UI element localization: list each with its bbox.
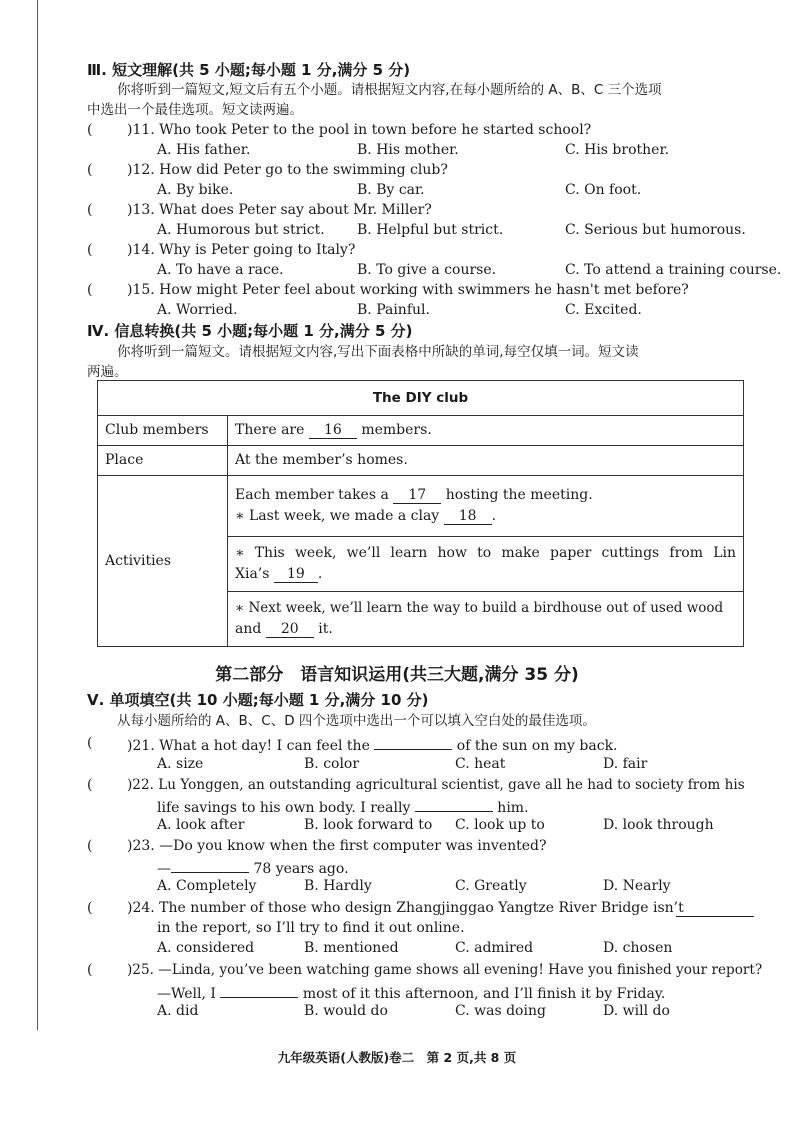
answer-paren-15[interactable]: (	[87, 282, 93, 298]
q21-text-post: of the sun on my back.	[456, 738, 618, 754]
question-stem-12: )12. How did Peter go to the swimming club?	[127, 162, 448, 178]
question-stem-22-line-2	[157, 796, 529, 817]
part-2-title: 第二部分 语言知识运用(共三大题,满分 35 分)	[215, 665, 579, 685]
option-a-11: A. His father.	[157, 142, 251, 158]
activity-3-line-1: ∗ This week, we’ll learn how to make paper cuttings from Lin	[235, 545, 736, 561]
option-c-25: C. was doing	[455, 1003, 546, 1019]
option-c-13: C. Serious but humorous.	[565, 222, 746, 238]
answer-paren-23[interactable]: (	[87, 838, 93, 854]
blank-24[interactable]	[676, 901, 754, 917]
table-heading: The DIY club	[98, 381, 744, 416]
page-footer: 九年级英语(人教版)卷二 第 2 页,共 8 页	[277, 1050, 517, 1065]
section-3-instruction-line-2: 中选出一个最佳选项。短文读两遍。	[87, 102, 303, 118]
q21-text-pre: )21. What a hot day! I can feel the	[127, 738, 370, 754]
option-c-15: C. Excited.	[565, 302, 642, 318]
section-3-title: Ⅲ. 短文理解(共 5 小题;每小题 1 分,满分 5 分)	[87, 61, 411, 79]
q25-text-post: most of it this afternoon, and I’ll finish it by Friday.	[302, 986, 666, 1002]
option-c-12: C. On foot.	[565, 182, 642, 198]
activity-cell-2	[228, 537, 744, 592]
section-3-instruction-line-1: 你将听到一篇短文,短文后有五个小题。请根据短文内容,在每小题所给的 A、B、C 三个选项	[117, 82, 662, 98]
question-stem-24-line-2: in the report, so I’ll try to find it out online.	[157, 920, 465, 936]
activity-1-pre: Each member takes a	[235, 487, 389, 503]
option-b-14: B. To give a course.	[357, 262, 497, 278]
q23-text-post: 78 years ago.	[253, 861, 349, 877]
activity-2-pre: ∗ Last week, we made a clay	[235, 508, 440, 524]
activity-3-post: .	[317, 566, 323, 582]
option-d-22: D. look through	[603, 817, 714, 833]
activity-1-post: hosting the meeting.	[445, 487, 593, 503]
option-c-14: C. To attend a training course.	[565, 262, 782, 278]
activity-cell-1	[228, 476, 744, 537]
question-stem-22-line-1: )22. Lu Yonggen, an outstanding agricultural scientist, gave all he had to society from his	[127, 777, 745, 793]
option-b-11: B. His mother.	[357, 142, 459, 158]
q23-text-pre: —	[157, 861, 171, 877]
answer-paren-14[interactable]: (	[87, 242, 93, 258]
question-stem-13: )13. What does Peter say about Mr. Miller?	[127, 202, 432, 218]
question-stem-21	[127, 734, 618, 755]
option-a-22: A. look after	[157, 817, 245, 833]
answer-paren-21[interactable]: (	[87, 735, 93, 751]
section-5-title: Ⅴ. 单项填空(共 10 小题;每小题 1 分,满分 10 分)	[87, 691, 429, 709]
binding-margin-line	[37, 0, 38, 1030]
activity-2-post: .	[491, 508, 497, 524]
option-b-13: B. Helpful but strict.	[357, 222, 504, 238]
answer-paren-11[interactable]: (	[87, 122, 93, 138]
option-a-24: A. considered	[157, 940, 255, 956]
row-label-activities: Activities	[98, 476, 228, 647]
q22-text-post: him.	[497, 800, 529, 816]
answer-paren-22[interactable]: (	[87, 777, 93, 793]
question-stem-25-line-2	[157, 982, 665, 1003]
option-a-23: A. Completely	[157, 878, 257, 894]
blank-22[interactable]	[415, 796, 493, 812]
option-b-21: B. color	[304, 756, 360, 772]
q22-text-pre: life savings to his own body. I really	[157, 800, 411, 816]
row-label-club-members: Club members	[98, 416, 228, 446]
answer-paren-12[interactable]: (	[87, 162, 93, 178]
option-a-25: A. did	[157, 1003, 199, 1019]
option-a-14: A. To have a race.	[157, 262, 284, 278]
blank-21[interactable]	[374, 734, 452, 750]
blank-25[interactable]	[220, 982, 298, 998]
diy-club-table	[97, 380, 744, 647]
row-club-members	[228, 416, 744, 446]
activity-3-pre: Xia’s	[235, 566, 270, 582]
question-stem-11: )11. Who took Peter to the pool in town before he started school?	[127, 122, 592, 138]
q25-text-pre: —Well, I	[157, 986, 216, 1002]
answer-paren-13[interactable]: (	[87, 202, 93, 218]
option-d-25: D. will do	[603, 1003, 670, 1019]
question-stem-23-line-2	[157, 857, 349, 878]
activity-4-line-1: ∗ Next week, we’ll learn the way to build a birdhouse out of used wood	[235, 600, 724, 616]
option-c-22: C. look up to	[455, 817, 545, 833]
row1-text-pre: There are	[235, 422, 305, 438]
row1-text-post: members.	[361, 422, 432, 438]
option-d-23: D. Nearly	[603, 878, 671, 894]
option-b-15: B. Painful.	[357, 302, 430, 318]
answer-paren-25[interactable]: (	[87, 962, 93, 978]
blank-20[interactable]: 20	[266, 622, 314, 638]
option-a-21: A. size	[157, 756, 204, 772]
option-d-21: D. fair	[603, 756, 648, 772]
row-place-text: At the member’s homes.	[228, 446, 744, 476]
question-stem-24-line-1: )24. The number of those who design Zhangjinggao Yangtze River Bridge isn’t	[127, 900, 684, 916]
option-c-21: C. heat	[455, 756, 506, 772]
option-a-12: A. By bike.	[157, 182, 234, 198]
section-5-instruction: 从每小题所给的 A、B、C、D 四个选项中选出一个可以填入空白处的最佳选项。	[117, 713, 596, 729]
option-c-23: C. Greatly	[455, 878, 527, 894]
section-4-instruction-line-2: 两遍。	[87, 364, 128, 380]
option-c-24: C. admired	[455, 940, 534, 956]
blank-23[interactable]	[171, 857, 249, 873]
question-stem-14: )14. Why is Peter going to Italy?	[127, 242, 356, 258]
section-4-instruction-line-1: 你将听到一篇短文。请根据短文内容,写出下面表格中所缺的单词,每空仅填一词。短文读	[117, 344, 639, 360]
option-a-13: A. Humorous but strict.	[157, 222, 325, 238]
blank-19[interactable]: 19	[274, 567, 318, 583]
blank-16[interactable]: 16	[309, 423, 357, 439]
activity-4-post: it.	[318, 621, 333, 637]
option-b-22: B. look forward to	[304, 817, 433, 833]
question-stem-15: )15. How might Peter feel about working with swimmers he hasn't met before?	[127, 282, 689, 298]
blank-17[interactable]: 17	[393, 488, 441, 504]
option-d-24: D. chosen	[603, 940, 673, 956]
option-c-11: C. His brother.	[565, 142, 670, 158]
answer-paren-24[interactable]: (	[87, 900, 93, 916]
option-a-15: A. Worried.	[157, 302, 238, 318]
row-label-place: Place	[98, 446, 228, 476]
option-b-24: B. mentioned	[304, 940, 399, 956]
option-b-25: B. would do	[304, 1003, 388, 1019]
question-stem-25-line-1: )25. —Linda, you’ve been watching game shows all evening! Have you finished your report?	[127, 962, 763, 978]
question-stem-23-line-1: )23. —Do you know when the first computer was invented?	[127, 838, 547, 854]
option-b-12: B. By car.	[357, 182, 425, 198]
activity-4-pre: and	[235, 621, 262, 637]
section-4-title: Ⅳ. 信息转换(共 5 小题;每小题 1 分,满分 5 分)	[87, 322, 413, 340]
option-b-23: B. Hardly	[304, 878, 372, 894]
activity-cell-3	[228, 592, 744, 647]
blank-18[interactable]: 18	[444, 509, 492, 525]
